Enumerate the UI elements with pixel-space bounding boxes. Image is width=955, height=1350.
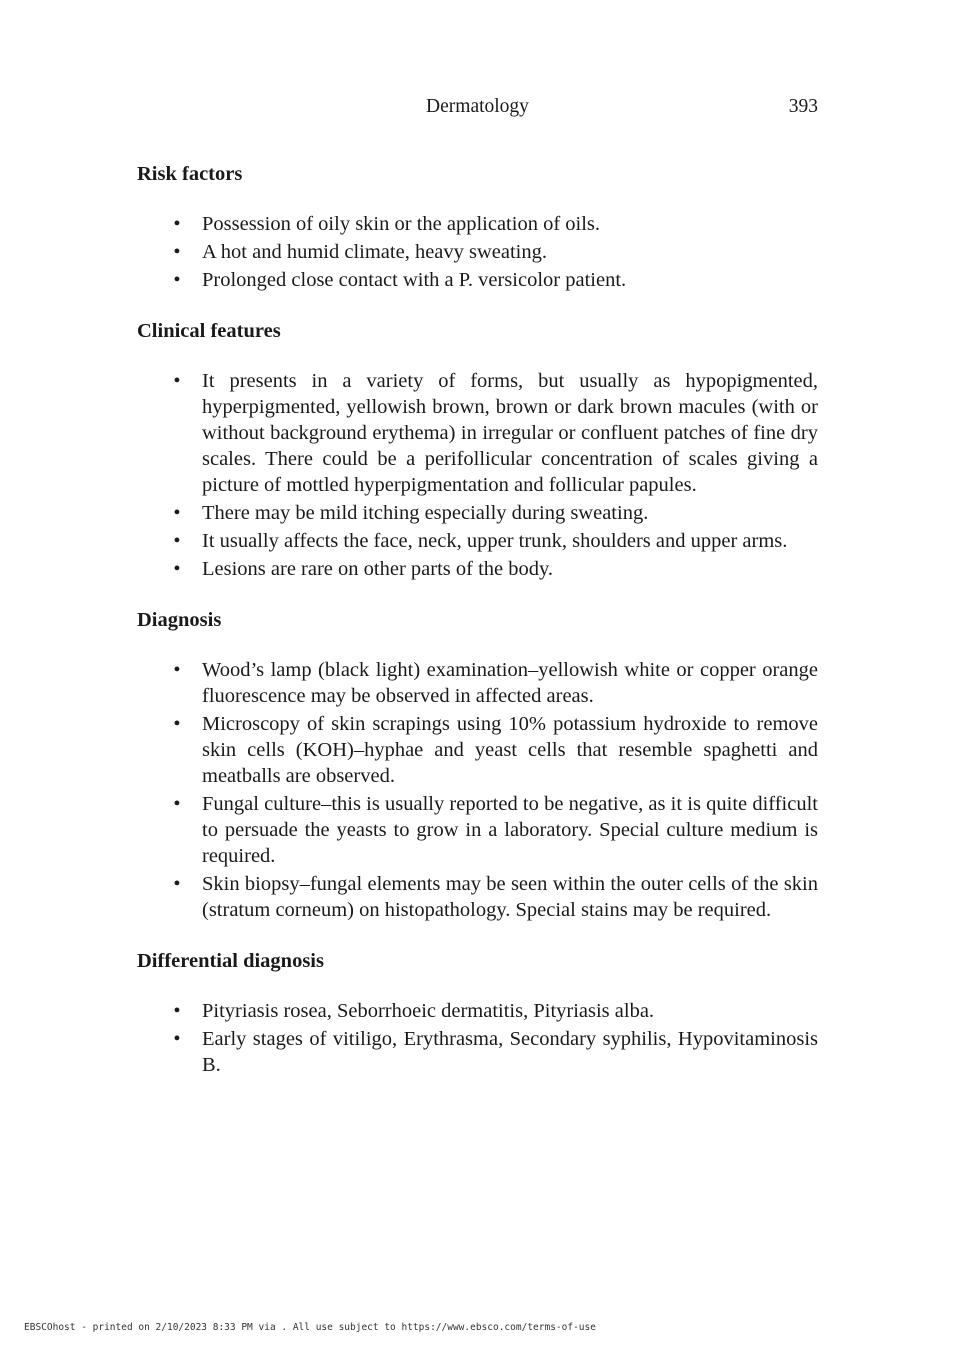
list-item: [137, 791, 818, 869]
section-heading: Clinical features: [137, 320, 281, 342]
section-heading: Diagnosis: [137, 609, 222, 631]
list-item: [137, 657, 818, 709]
bullet-list: [137, 657, 818, 923]
bullet-icon: •: [173, 530, 181, 552]
list-item: [137, 871, 818, 923]
section-diagnosis: [137, 606, 818, 923]
list-item-text: Possession of oily skin or the application of oils.: [202, 213, 601, 235]
list-item: [137, 556, 818, 582]
list-item-text: Microscopy of skin scrapings using 10% potassium hydroxide to remove skin cells (KOH)–hyphae and yeast cells that resemble spaghetti and meatballs are observed.: [202, 713, 818, 787]
section-clinical-features: [137, 317, 818, 582]
list-item-text: It presents in a variety of forms, but usually as hypopigmented, hyperpigmented, yellowish brown, brown or dark brown macules (with or without background erythema) in irregular or confluent patches of fine dry scales. There could be a perifollicular concentration of scales giving a picture of mottled hyperpigmentation and follicular papules.: [202, 370, 818, 496]
section-heading: Risk factors: [137, 163, 243, 185]
list-item-text: There may be mild itching especially during sweating.: [202, 502, 649, 524]
list-item: [137, 711, 818, 789]
bullet-icon: •: [173, 502, 181, 524]
print-footer: EBSCOhost - printed on 2/10/2023 8:33 PM via . All use subject to https://www.ebsco.com/terms-of-use: [24, 1322, 596, 1333]
list-item: [137, 267, 818, 293]
list-item-text: Prolonged close contact with a P. versicolor patient.: [202, 269, 627, 291]
bullet-icon: •: [173, 1028, 181, 1050]
list-item: [137, 239, 818, 265]
list-item-text: Fungal culture–this is usually reported to be negative, as it is quite difficult to persuade the yeasts to grow in a laboratory. Special culture medium is required.: [202, 793, 818, 867]
bullet-icon: •: [173, 793, 181, 815]
section-heading: Differential diagnosis: [137, 950, 324, 972]
running-header: [137, 96, 818, 122]
bullet-list: [137, 211, 818, 293]
bullet-icon: •: [173, 370, 181, 392]
bullet-list: [137, 998, 818, 1078]
bullet-icon: •: [173, 659, 181, 681]
section-differential-diagnosis: [137, 947, 818, 1078]
list-item: [137, 500, 818, 526]
page-body: [137, 160, 818, 1102]
bullet-icon: •: [173, 269, 181, 291]
section-risk-factors: [137, 160, 818, 293]
list-item: [137, 998, 818, 1024]
list-item: [137, 211, 818, 237]
bullet-icon: •: [173, 873, 181, 895]
list-item-text: Pityriasis rosea, Seborrhoeic dermatitis, Pityriasis alba.: [202, 1000, 655, 1022]
list-item-text: Lesions are rare on other parts of the body.: [202, 558, 554, 580]
bullet-icon: •: [173, 558, 181, 580]
running-title: Dermatology: [426, 96, 529, 117]
list-item-text: Wood’s lamp (black light) examination–yellowish white or copper orange fluorescence may be observed in affected areas.: [202, 659, 818, 707]
list-item-text: A hot and humid climate, heavy sweating.: [202, 241, 548, 263]
bullet-icon: •: [173, 713, 181, 735]
list-item-text: Early stages of vitiligo, Erythrasma, Secondary syphilis, Hypovitaminosis B.: [202, 1028, 818, 1076]
list-item: [137, 368, 818, 498]
bullet-list: [137, 368, 818, 582]
bullet-icon: •: [173, 213, 181, 235]
list-item: [137, 1026, 818, 1078]
list-item-text: Skin biopsy–fungal elements may be seen within the outer cells of the skin (stratum corneum) on histopathology. Special stains may be required.: [202, 873, 818, 921]
list-item: [137, 528, 818, 554]
bullet-icon: •: [173, 241, 181, 263]
page-number: 393: [788, 96, 818, 117]
list-item-text: It usually affects the face, neck, upper trunk, shoulders and upper arms.: [202, 530, 788, 552]
bullet-icon: •: [173, 1000, 181, 1022]
